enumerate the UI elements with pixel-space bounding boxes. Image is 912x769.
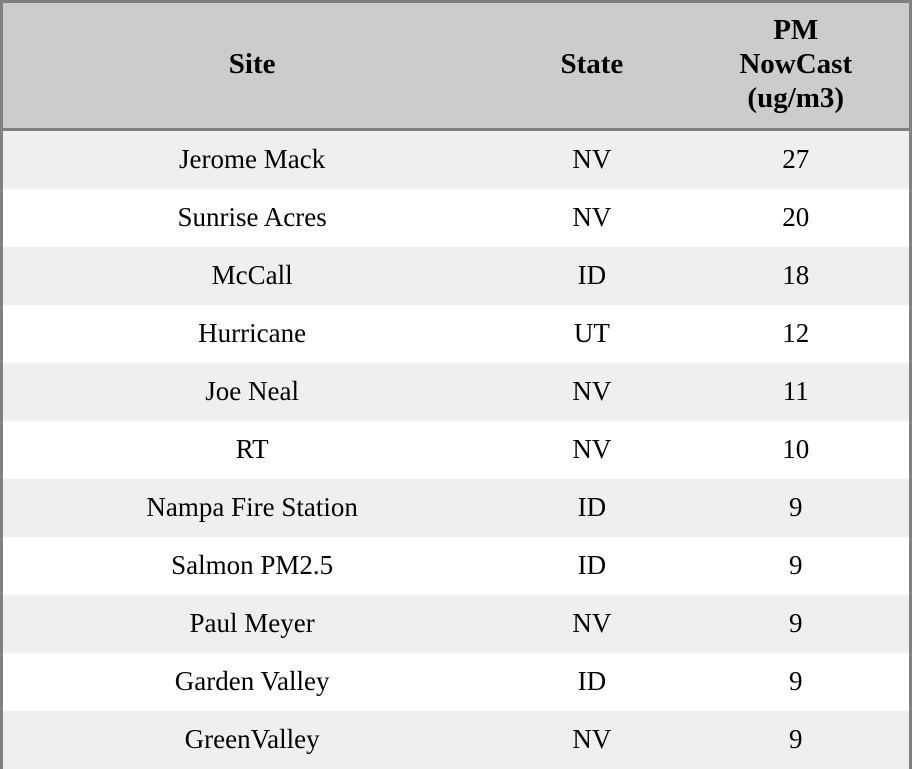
cell-state: NV (501, 189, 682, 247)
column-header-state-label: State (560, 48, 624, 81)
cell-value: 10 (682, 421, 909, 479)
table-row (3, 653, 909, 711)
column-header-site (3, 3, 501, 129)
cell-site: Joe Neal (3, 363, 501, 421)
cell-state: NV (501, 711, 682, 769)
cell-value: 9 (682, 653, 909, 711)
table-row (3, 129, 909, 189)
table-header-row (3, 3, 909, 129)
cell-site: Hurricane (3, 305, 501, 363)
cell-site: Paul Meyer (3, 595, 501, 653)
cell-state: ID (501, 479, 682, 537)
cell-site: Garden Valley (3, 653, 501, 711)
cell-state: NV (501, 595, 682, 653)
table-row (3, 595, 909, 653)
column-header-pm-nowcast-line-2: NowCast (739, 48, 853, 81)
cell-value: 9 (682, 595, 909, 653)
cell-state: NV (501, 129, 682, 189)
cell-value: 12 (682, 305, 909, 363)
cell-site: McCall (3, 247, 501, 305)
cell-site: Sunrise Acres (3, 189, 501, 247)
cell-site: Nampa Fire Station (3, 479, 501, 537)
table-row (3, 189, 909, 247)
table-row (3, 711, 909, 769)
column-header-pm-nowcast-line-3: (ug/m3) (747, 82, 845, 115)
cell-site: GreenValley (3, 711, 501, 769)
cell-state: ID (501, 653, 682, 711)
table-row (3, 247, 909, 305)
cell-value: 9 (682, 537, 909, 595)
table-body (3, 129, 909, 769)
cell-state: NV (501, 363, 682, 421)
table-row (3, 421, 909, 479)
cell-state: ID (501, 247, 682, 305)
cell-site: RT (3, 421, 501, 479)
cell-value: 9 (682, 711, 909, 769)
cell-value: 11 (682, 363, 909, 421)
cell-state: NV (501, 421, 682, 479)
cell-value: 27 (682, 129, 909, 189)
cell-value: 18 (682, 247, 909, 305)
cell-site: Salmon PM2.5 (3, 537, 501, 595)
column-header-state (501, 3, 682, 129)
air-quality-table (3, 3, 909, 769)
table-row (3, 479, 909, 537)
cell-state: UT (501, 305, 682, 363)
column-header-pm-nowcast (682, 3, 909, 129)
table-row (3, 537, 909, 595)
cell-state: ID (501, 537, 682, 595)
column-header-pm-nowcast-line-1: PM (773, 14, 819, 46)
table-row (3, 363, 909, 421)
cell-value: 20 (682, 189, 909, 247)
table-header (3, 3, 909, 129)
column-header-site-label: Site (228, 48, 276, 81)
cell-value: 9 (682, 479, 909, 537)
cell-site: Jerome Mack (3, 129, 501, 189)
table-row (3, 305, 909, 363)
